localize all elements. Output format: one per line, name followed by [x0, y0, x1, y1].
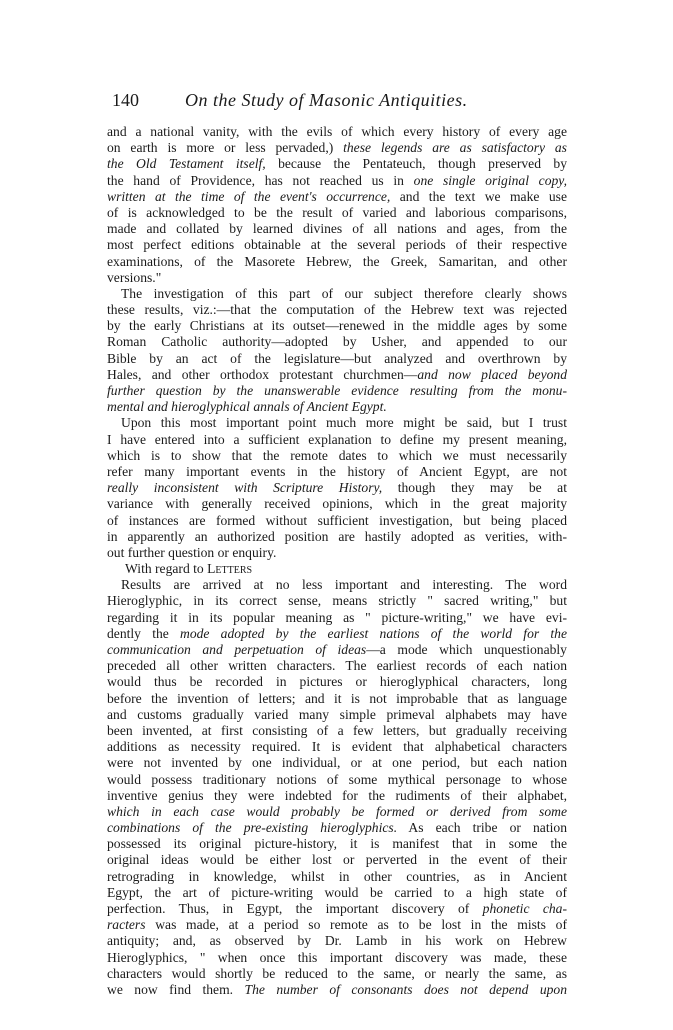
running-header [112, 90, 572, 114]
text-line: racters was made, at a period so remote as to be lost in the mists of [107, 917, 567, 933]
text-line: Hales, and other orthodox protestant churchmen—and now placed beyond [107, 366, 567, 382]
page-number: 140 [112, 90, 139, 110]
text-line: retrograding in knowledge, whilst in other countries, as in Ancient [107, 868, 567, 884]
text-line: preceded all other written characters. The earliest records of each nation [107, 658, 567, 674]
text-line: Roman Catholic authority—adopted by Usher, and appended to our [107, 334, 567, 350]
text-line: dently the mode adopted by the earliest nations of the world for the [107, 625, 567, 641]
text-line: really inconsistent with Scripture History, though they may be at [107, 480, 567, 496]
text-line: on earth is more or less pervaded,) these legends are as satisfactory as [107, 140, 567, 156]
text-line: and customs gradually varied many simple primeval alphabets may have [107, 706, 567, 722]
text-line: characters would shortly be reduced to the same, or nearly the same, as [107, 965, 567, 981]
text-line: been invented, at first consisting of a few letters, but gradually receiving [107, 722, 567, 738]
text-line: most perfect editions obtainable at the several periods of their respective [107, 237, 567, 253]
text-line: inventive genius they were indebted for the rudiments of their alphabet, [107, 787, 567, 803]
text-line: additions as necessity required. It is evident that alphabetical characters [107, 739, 567, 755]
text-line: out further question or enquiry. [107, 544, 277, 560]
text-line: The investigation of this part of our subject therefore clearly shows [121, 285, 567, 301]
text-line: variance with generally received opinions, which in the great majority [107, 496, 567, 512]
text-line: the hand of Providence, has not reached us in one single original copy, [107, 172, 567, 188]
text-line: communication and perpetuation of ideas—a mode which unquestionably [107, 642, 567, 657]
text-line: perfection. Thus, in Egypt, the important discovery of phonetic cha- [107, 901, 567, 916]
text-line: refer many important events in the history of Ancient Egypt, are not [107, 463, 567, 479]
text-line: I have entered into a sufficient explanation to define my present meaning, [107, 431, 567, 447]
text-line: examinations, of the Masorete Hebrew, the Greek, Samaritan, and other [107, 253, 567, 269]
text-line: versions." [107, 269, 162, 285]
text-line: regarding it in its popular meaning as " picture-writing," we have evi- [107, 609, 567, 625]
text-line: were not invented by one individual, or at one period, but each nation [107, 755, 567, 771]
text-line: by the early Christians at its outset—renewed in the middle ages by some [107, 318, 567, 334]
text-line: which is to show that the remote dates to which we must necessarily [107, 447, 567, 463]
text-line: of instances are formed without sufficient investigation, but being placed [107, 512, 567, 528]
text-line: mental and hieroglyphical annals of Ancient Egypt. [107, 399, 387, 415]
text-line: Upon this most important point much more might be said, but I trust [121, 415, 567, 431]
text-line: these results, viz.:—that the computation of the Hebrew text was rejected [107, 302, 567, 318]
text-line: which in each case would probably be formed or derived from some [107, 803, 567, 819]
text-line: in apparently an authorized position are hastily adopted as verities, with- [107, 528, 567, 544]
text-line: before the invention of letters; and it is not improbable that as language [107, 690, 567, 706]
text-line: would thus be recorded in pictures or hieroglyphical characters, long [107, 674, 567, 690]
text-line: of is acknowledged to be the result of varied and laborious comparisons, [107, 204, 567, 220]
text-line: antiquity; and, as observed by Dr. Lamb in his work on Hebrew [107, 933, 567, 949]
text-line: further question by the unanswerable evidence resulting from the monu- [107, 383, 567, 398]
text-line: With regard to Letters [125, 561, 253, 577]
text-line: Hieroglyphics, " when once this important discovery was made, these [107, 949, 567, 965]
text-line: Egypt, the art of picture-writing would be carried to a high state of [107, 884, 567, 900]
text-line: possessed its original picture-history, it is manifest that in some the [107, 836, 567, 852]
text-line: Bible by an act of the legislature—but analyzed and overthrown by [107, 350, 567, 366]
text-line: written at the time of the event's occurrence, and the text we make use [107, 188, 567, 204]
text-line: the Old Testament itself, because the Pentateuch, though preserved by [107, 156, 567, 172]
text-line: combinations of the pre-existing hieroglyphics. As each tribe or nation [107, 820, 567, 836]
text-line: and a national vanity, with the evils of which every history of every age [107, 124, 567, 139]
text-line: made and collated by learned divines of all nations and ages, from the [107, 221, 567, 237]
running-title: On the Study of Masonic Antiquities. [185, 90, 468, 110]
body-text [107, 124, 567, 998]
text-line: Results are arrived at no less important and interesting. The word [121, 577, 567, 593]
text-line: Hieroglyphic, in its correct sense, means strictly " sacred writing," but [107, 593, 567, 609]
text-line: original ideas would be either lost or perverted in the event of their [107, 852, 567, 868]
text-line: would possess traditionary notions of some mythical personage to whose [107, 771, 567, 787]
text-line: we now find them. The number of consonants does not depend upon [107, 981, 567, 997]
